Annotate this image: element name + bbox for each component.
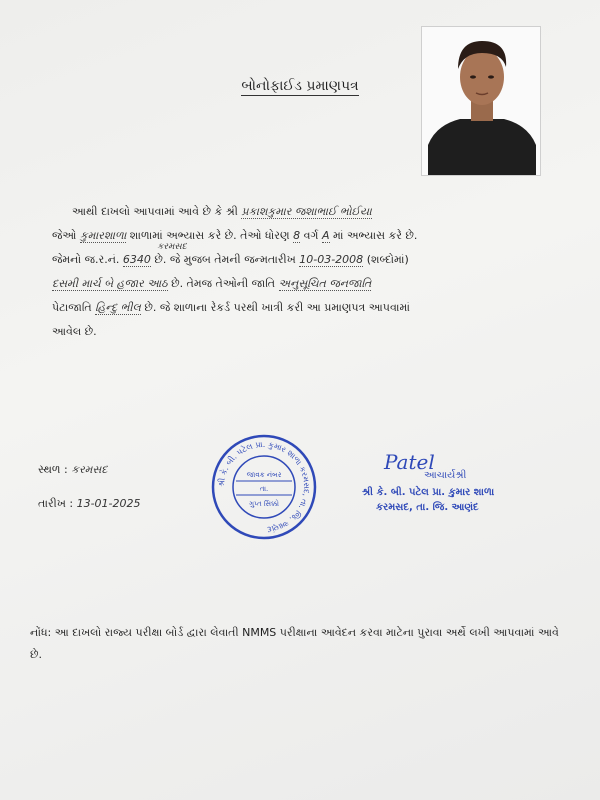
line-2-mid: શાળામાં અભ્યાસ કરે છે. તેઓ ધોરણ: [129, 229, 290, 242]
line-5: [52, 296, 562, 320]
stamp-seal-icon: [210, 433, 318, 541]
date-label: તારીખ :: [38, 497, 74, 510]
stamp-row-2: તા.: [259, 485, 269, 493]
line-2-suffix: માં અભ્યાસ કરે છે.: [333, 229, 418, 242]
dob-in-words: દસમી માર્ચ બે હજાર આઠ: [52, 277, 168, 290]
line-6-text: આવેલ છે.: [52, 325, 97, 338]
standard: 8: [293, 229, 301, 242]
line-4-mid: છે. તેમજ તેઓની જાતિ: [171, 277, 276, 290]
footer-note-text: નોંધ: આ દાખલો રાજ્ય પરીક્ષા બોર્ડ દ્વારા લેવાતી NMMS પરીક્ષાના આવેદન કરવા માટેના પુરાવા અર્થે લખી આપવામાં આવે છે.: [30, 626, 559, 661]
place-label: સ્થળ :: [38, 463, 68, 476]
line-6: [52, 320, 562, 344]
line-5-prefix: પેટાજાતિ: [52, 301, 92, 314]
line-1: [52, 200, 562, 224]
certificate-body: [52, 200, 562, 344]
line-2-prefix: જેઓ: [52, 229, 77, 242]
school-stamp: [210, 433, 318, 541]
principal-school: શ્રી કે. બી. પટેલ પ્રા. કુમાર શાળા: [362, 487, 495, 498]
date-of-birth: 10-03-2008: [299, 253, 364, 266]
place-row: [38, 463, 107, 477]
division: A: [321, 229, 330, 242]
date-value: 13-01-2025: [76, 497, 141, 510]
certificate-title: [0, 78, 600, 94]
certificate-title-text: બોનોફાઈડ પ્રમાણપત્ર: [241, 78, 359, 94]
line-2: [52, 224, 562, 248]
village-note: કરમસદ: [157, 242, 187, 252]
line-3: [52, 242, 562, 272]
principal-address: કરમસદ, તા. જિ. આણંદ: [376, 502, 479, 513]
stamp-row-1: જાવક નંબર: [246, 471, 282, 479]
stamp-row-3: ગુપ્ત સિક્કો: [248, 500, 280, 508]
subcaste: હિન્દુ ભીલ: [95, 301, 141, 314]
line-3-prefix: જેમનો જ.ર.નં.: [52, 253, 120, 266]
principal-title: આચાર્યશ્રી: [424, 470, 467, 481]
principal-block: [362, 450, 562, 513]
line-3-suffix: (શબ્દોમાં): [366, 253, 409, 266]
line-2-mid2: વર્ગ: [303, 229, 319, 242]
principal-signature: Patel: [384, 450, 435, 474]
footer-note: [30, 622, 570, 666]
line-5-suffix: છે. જે શાળાના રેકર્ડ પરથી ખાત્રી કરી આ પ્રમાણપત્ર આપવામાં: [144, 301, 410, 314]
register-number: 6340: [122, 253, 151, 266]
line-1-text: આથી દાખલો આપવામાં આવે છે કે શ્રી: [72, 205, 238, 218]
stamp-ring-text: શ્રી કે. બી. પટેલ પ્રા. કુમાર શાળા કરમસદ, તા. જિ. આણંદ: [216, 439, 312, 534]
school-name: કુમારશાળા: [79, 229, 127, 242]
student-name: પ્રકાશકુમાર જશાભાઈ ભોઈયા: [241, 205, 372, 218]
line-3-mid: છે. જે મુજબ તેમની જન્મતારીખ: [154, 253, 296, 266]
student-photo: [421, 26, 541, 176]
place-value: કરમસદ: [71, 463, 108, 476]
date-row: [38, 497, 141, 511]
student-portrait: [422, 27, 541, 176]
line-4: [52, 272, 562, 296]
caste: અનુસૂચિત જનજાતિ: [278, 277, 372, 290]
